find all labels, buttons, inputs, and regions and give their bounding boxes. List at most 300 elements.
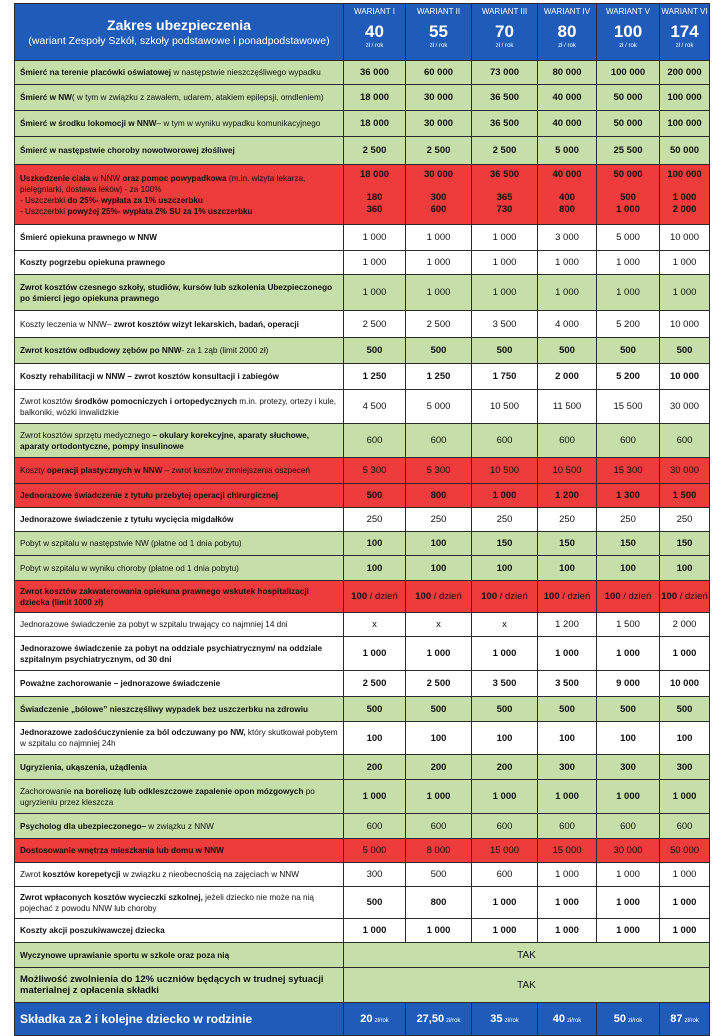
benefit-row <box>15 251 710 275</box>
benefit-value: 2 500 <box>344 671 406 697</box>
variant-price: 100 <box>613 22 643 41</box>
benefit-value: 18 000 <box>344 111 406 137</box>
benefit-value: 250 <box>406 508 472 532</box>
label-text: Jednorazowe zadośćuczynienie za ból odczuwany po NW, <box>20 728 246 737</box>
label-text: Zwrot kosztów czesnego szkoły, studiów, kursów lub szkolenia Ubezpieczonego po śmierci jego opiekuna prawnego <box>20 282 333 303</box>
label-text: ( w tym w związku z zawałem, udarem, atakiem epilepsji, omdleniem) <box>71 93 324 102</box>
benefit-value: 1 500 <box>660 484 710 508</box>
benefit-label <box>15 671 344 697</box>
benefit-value: 1 000 <box>660 637 710 671</box>
variant-name: WARIANT III <box>481 7 528 16</box>
benefit-value: 100 <box>538 722 597 755</box>
header-title-cell <box>15 4 344 61</box>
benefit-value: 100 <box>406 556 472 581</box>
benefit-value: 500 <box>344 338 406 364</box>
benefit-value: 100 <box>597 722 660 755</box>
benefit-label <box>15 338 344 364</box>
benefit-value: x <box>472 613 538 637</box>
label-text: do 25%- wypłata za 1% uszczerbku <box>67 195 203 205</box>
benefit-label <box>15 556 344 581</box>
label-text: operacji plastycznych w NNW <box>46 466 163 475</box>
benefit-value: 1 000 <box>597 251 660 275</box>
benefit-value: 100 000 <box>660 111 710 137</box>
benefit-value: 500 <box>344 484 406 508</box>
label-text: - Uszczerbki <box>20 195 68 205</box>
header-title: Zakres ubezpieczenia <box>107 16 251 33</box>
benefit-value: 250 <box>660 508 710 532</box>
benefit-value: 40 000 <box>538 111 597 137</box>
benefit-value: 50 000 <box>660 839 710 863</box>
label-text: – w tym w wyniku wypadku komunikacyjnego <box>156 119 321 128</box>
footer-amount: 35 <box>490 1013 503 1025</box>
label-text: Koszty akcji poszukiwawczej dziecka <box>20 926 165 935</box>
benefit-value: 1 000 <box>472 225 538 251</box>
benefit-value: 500 <box>660 338 710 364</box>
benefit-value: x <box>406 613 472 637</box>
footer-amount: 50 <box>613 1013 626 1025</box>
benefit-value: 2 000 <box>538 364 597 390</box>
benefit-value: 10 500 <box>472 390 538 424</box>
benefit-value: 100 <box>344 722 406 755</box>
benefit-value: 30 000 300 600 <box>406 165 472 225</box>
benefit-value: 100 <box>660 556 710 581</box>
benefit-row <box>15 137 710 165</box>
footer-row <box>15 1003 710 1036</box>
label-text: Śmierć w środku lokomocji w NNW <box>20 119 157 128</box>
benefit-label <box>15 637 344 671</box>
variant-name: WARIANT I <box>354 7 395 16</box>
benefit-value: 5 000 <box>406 390 472 424</box>
footer-label: Składka za 2 i kolejne dziecko w rodzinie <box>15 1003 344 1036</box>
label-text: m.in. protezy, ortezy i kule, balkoniki, wózki inwalidzkie <box>20 396 337 417</box>
benefit-value: 3 000 <box>538 225 597 251</box>
benefit-value: 600 <box>406 424 472 458</box>
benefit-value: 500 <box>344 887 406 919</box>
label-text: który skutkował pobytem w szpitalu co najmniej 24h <box>20 728 338 748</box>
label-text: - Uszczerbki <box>20 206 68 216</box>
benefit-value: 15 000 <box>472 839 538 863</box>
benefit-value: 600 <box>660 424 710 458</box>
benefit-value: 50 000 <box>660 137 710 165</box>
benefit-value: 500 <box>472 697 538 722</box>
table-body <box>15 4 710 1003</box>
benefit-value: 1 000 <box>538 275 597 311</box>
benefit-value-all: TAK <box>344 943 710 968</box>
benefit-value: 80 000 <box>538 61 597 85</box>
benefit-value: 300 <box>660 755 710 780</box>
label-text: Uszkodzenie ciała <box>20 173 91 183</box>
benefit-value: 30 000 <box>597 839 660 863</box>
label-text: jeżeli dziecko nie może na nią pojechać z powodu NNW lub choroby <box>20 892 314 913</box>
benefit-label <box>15 919 344 943</box>
benefit-value: 1 000 <box>597 780 660 814</box>
label-text: Zwrot kosztów zakwaterowania opiekuna prawnego wskutek hospitalizacji dziecka (limit 1000 zł) <box>20 586 309 607</box>
benefit-value: 1 000 <box>538 887 597 919</box>
benefit-value: 100 / dzień <box>597 581 660 613</box>
benefit-value: 200 <box>406 755 472 780</box>
label-text: Koszty leczenia w NNW– <box>20 319 114 329</box>
benefit-row <box>15 275 710 311</box>
benefit-value: 100 / dzień <box>406 581 472 613</box>
benefit-value: 100 <box>406 722 472 755</box>
benefit-value: 600 <box>472 814 538 839</box>
benefit-value: 150 <box>660 532 710 556</box>
label-text: Zwrot kosztów <box>20 396 75 406</box>
footer-unit: zł/rok <box>446 1018 461 1024</box>
benefit-row <box>15 484 710 508</box>
benefit-value: 9 000 <box>597 671 660 697</box>
benefit-label <box>15 458 344 484</box>
benefit-value: 15 500 <box>597 390 660 424</box>
benefit-value: 100 <box>472 722 538 755</box>
benefit-row <box>15 613 710 637</box>
benefit-label <box>15 251 344 275</box>
benefit-value: 500 <box>660 697 710 722</box>
benefit-value: 600 <box>597 814 660 839</box>
benefit-row <box>15 364 710 390</box>
variant-6-header <box>660 4 710 61</box>
benefit-value: 30 000 <box>660 458 710 484</box>
benefit-label <box>15 755 344 780</box>
benefit-value: 60 000 <box>406 61 472 85</box>
benefit-row <box>15 581 710 613</box>
benefit-value: 1 000 <box>472 484 538 508</box>
benefit-value: 10 000 <box>660 225 710 251</box>
benefit-label <box>15 484 344 508</box>
benefit-value: 10 500 <box>538 458 597 484</box>
variant-4-header <box>538 4 597 61</box>
benefit-value: 1 000 <box>406 637 472 671</box>
benefit-value: 800 <box>406 887 472 919</box>
benefit-row <box>15 556 710 581</box>
benefit-label <box>15 311 344 338</box>
footer-amount: 20 <box>360 1013 373 1025</box>
benefit-value: 1 000 <box>597 887 660 919</box>
benefit-value: 1 000 <box>406 780 472 814</box>
benefit-value: 2 500 <box>406 671 472 697</box>
benefit-row <box>15 311 710 338</box>
benefit-value: 800 <box>406 484 472 508</box>
label-text: Wyczynowe uprawianie sportu w szkole oraz poza nią <box>20 950 230 960</box>
benefit-value: 1 000 <box>597 863 660 887</box>
footer-unit: zł/rok <box>684 1018 699 1024</box>
label-text: powyżej 25%- wypłata 2% SU za 1% uszczerbku <box>67 206 253 216</box>
benefit-value: 3 500 <box>472 311 538 338</box>
variant-unit: zł / rok <box>619 43 637 49</box>
benefit-value: 1 000 <box>597 637 660 671</box>
benefit-value: 300 <box>538 755 597 780</box>
benefit-value: 500 <box>472 338 538 364</box>
benefit-value: 1 000 <box>344 637 406 671</box>
benefit-row <box>15 424 710 458</box>
variant-1-header <box>344 4 406 61</box>
benefit-value: 36 500 <box>472 111 538 137</box>
benefit-value: 200 <box>344 755 406 780</box>
benefit-value: 5 200 <box>597 364 660 390</box>
benefit-value: 600 <box>344 424 406 458</box>
benefit-row <box>15 61 710 85</box>
benefit-row <box>15 919 710 943</box>
benefit-value: 600 <box>472 863 538 887</box>
benefit-value: 1 000 <box>660 863 710 887</box>
benefit-value: 1 000 <box>406 919 472 943</box>
benefit-value: 50 000 <box>597 85 660 111</box>
variant-price: 70 <box>495 22 514 41</box>
benefit-value: 100 / dzień <box>660 581 710 613</box>
benefit-value: 1 000 <box>472 887 538 919</box>
benefit-value: 40 000 400 800 <box>538 165 597 225</box>
benefit-value: 1 000 <box>344 251 406 275</box>
label-text: Koszty rehabilitacji w NNW – zwrot kosztów konsultacji i zabiegów <box>20 372 279 381</box>
benefit-label <box>15 532 344 556</box>
benefit-value: 50 000 500 1 000 <box>597 165 660 225</box>
benefit-label <box>15 839 344 863</box>
variant-price: 174 <box>670 22 699 41</box>
benefit-label <box>15 814 344 839</box>
benefit-value: 30 000 <box>660 390 710 424</box>
benefit-row <box>15 722 710 755</box>
benefit-label <box>15 887 344 919</box>
benefit-value: 100 <box>344 532 406 556</box>
benefit-value: 1 000 <box>472 780 538 814</box>
benefit-value: 10 000 <box>660 364 710 390</box>
label-text: Śmierć na terenie placówki oświatowej <box>20 68 172 77</box>
benefit-value: 36 000 <box>344 61 406 85</box>
label-text: w następstwie nieszczęśliwego wypadku <box>171 68 321 77</box>
label-text: Śmierć w NW <box>20 93 72 102</box>
benefit-value: 1 000 <box>406 251 472 275</box>
footer-value <box>597 1003 660 1036</box>
label-text: Świadczenie „bólowe” <box>20 704 110 714</box>
benefit-value: 1 200 <box>538 484 597 508</box>
benefit-value: 250 <box>344 508 406 532</box>
variant-5-header <box>597 4 660 61</box>
benefit-label <box>15 697 344 722</box>
header-row <box>15 4 710 61</box>
benefit-value: 10 000 <box>660 671 710 697</box>
footer-value <box>538 1003 597 1036</box>
benefit-value: 1 500 <box>597 613 660 637</box>
benefit-value: 1 000 <box>597 919 660 943</box>
benefit-value: 200 000 <box>660 61 710 85</box>
benefit-label <box>15 111 344 137</box>
benefit-value: 1 000 <box>344 919 406 943</box>
benefit-value: 500 <box>538 338 597 364</box>
benefit-value: 200 <box>472 755 538 780</box>
label-text: w związku z nieobecnością na zajęciach w NNW <box>120 870 299 879</box>
benefit-value: 10 500 <box>472 458 538 484</box>
label-text: nieszczęśliwy wypadek bez uszczerbku na zdrowiu <box>109 704 309 714</box>
label-text: na boreliozę lub odkleszczowe zapalenie opon mózgowych <box>73 786 304 796</box>
benefit-label <box>15 968 344 1003</box>
benefit-value: 100 <box>538 556 597 581</box>
benefit-value: 1 000 <box>344 275 406 311</box>
benefit-value: 150 <box>597 532 660 556</box>
benefit-value: 1 000 <box>538 919 597 943</box>
benefit-value: 50 000 <box>597 111 660 137</box>
benefit-value: 250 <box>538 508 597 532</box>
label-text: po ugryzieniu przez kleszcza <box>20 786 315 807</box>
benefit-label <box>15 225 344 251</box>
label-text: Śmierć w następstwie choroby nowotworowej złośliwej <box>20 146 235 155</box>
label-text: Jednorazowe świadczenie za pobyt na oddziale psychiatrycznym/ na oddziale szpitalnym psychiatrycznym, od 30 dni <box>20 643 323 664</box>
benefit-row <box>15 780 710 814</box>
benefit-row <box>15 532 710 556</box>
benefit-value: 3 500 <box>538 671 597 697</box>
benefit-row <box>15 839 710 863</box>
benefit-value: 5 300 <box>344 458 406 484</box>
label-text: Dostosowanie wnętrza mieszkania lub domu w NNW <box>20 846 224 855</box>
benefit-label <box>15 364 344 390</box>
variant-3-header <box>472 4 538 61</box>
label-text: Zwrot kosztów odbudowy zębów po NNW <box>20 346 182 355</box>
label-text: zwrot kosztów wizyt lekarskich, badań, operacji <box>113 319 299 329</box>
benefit-label <box>15 863 344 887</box>
benefit-value: 1 000 <box>472 637 538 671</box>
footer-amount: 27,50 <box>416 1013 445 1025</box>
label-text: Zachorowanie <box>20 786 74 796</box>
label-text: Poważne zachorowanie – jednorazowe świadczenie <box>20 679 221 688</box>
benefit-value: 1 000 <box>538 637 597 671</box>
label-text: oraz pomoc powypadkowa <box>122 173 227 183</box>
benefit-row <box>15 225 710 251</box>
benefit-value: 5 000 <box>597 225 660 251</box>
benefit-row <box>15 671 710 697</box>
footer-unit: zł/rok <box>566 1018 582 1024</box>
benefit-row <box>15 637 710 671</box>
variant-price: 80 <box>557 22 577 41</box>
benefit-row <box>15 85 710 111</box>
label-text: – okulary korekcyjne, aparaty słuchowe, aparaty ortodontyczne, pompy insulinowe <box>20 430 309 451</box>
benefit-value: 36 500 365 730 <box>472 165 538 225</box>
benefit-value-all: TAK <box>344 968 710 1003</box>
label-text: Koszty pogrzebu opiekuna prawnego <box>20 258 166 267</box>
benefit-value: 300 <box>597 755 660 780</box>
variant-2-header <box>406 4 472 61</box>
benefit-value: 4 500 <box>344 390 406 424</box>
benefit-label <box>15 165 344 225</box>
benefit-row <box>15 755 710 780</box>
benefit-value: 1 000 <box>538 863 597 887</box>
label-text: Pobyt w szpitalu w wyniku choroby (płatne od 1 dnia pobytu) <box>20 563 239 573</box>
label-text: w NNW <box>90 173 123 183</box>
benefit-value: 2 500 <box>344 311 406 338</box>
benefit-value: 18 000 <box>344 85 406 111</box>
benefit-value: 600 <box>538 814 597 839</box>
benefit-value: 1 000 <box>344 780 406 814</box>
benefit-value: 600 <box>660 814 710 839</box>
benefit-value: 100 <box>597 556 660 581</box>
benefit-value: 1 000 <box>660 780 710 814</box>
benefit-value: 10 000 <box>660 311 710 338</box>
benefit-label <box>15 613 344 637</box>
benefit-value: 300 <box>344 863 406 887</box>
benefit-value: 150 <box>472 532 538 556</box>
benefit-value: 250 <box>597 508 660 532</box>
benefit-value: 1 300 <box>597 484 660 508</box>
label-text: Ugryzienia, ukąszenia, użądlenia <box>20 762 147 772</box>
footer-unit: zł/rok <box>627 1018 643 1024</box>
benefit-value: 500 <box>597 338 660 364</box>
benefit-value: 600 <box>597 424 660 458</box>
variant-price: 40 <box>365 22 384 41</box>
benefit-value: 5 000 <box>538 137 597 165</box>
benefit-row <box>15 458 710 484</box>
benefit-value: 5 300 <box>406 458 472 484</box>
benefit-label <box>15 581 344 613</box>
label-text: w związku z NNW <box>146 821 214 831</box>
benefit-value: 500 <box>406 697 472 722</box>
benefit-row <box>15 943 710 968</box>
benefit-value: 30 000 <box>406 111 472 137</box>
benefit-value: 600 <box>344 814 406 839</box>
benefit-row <box>15 814 710 839</box>
benefit-value: 2 500 <box>344 137 406 165</box>
variant-unit: zł / rok <box>495 43 514 49</box>
footer-value <box>472 1003 538 1036</box>
footer-value <box>344 1003 406 1036</box>
insurance-table <box>14 3 710 1036</box>
benefit-value: 1 000 <box>472 251 538 275</box>
benefit-value: 100 <box>472 556 538 581</box>
benefit-row <box>15 887 710 919</box>
benefit-value: 25 500 <box>597 137 660 165</box>
benefit-value: 2 000 <box>660 613 710 637</box>
benefit-row <box>15 390 710 424</box>
label-text: środków pomocniczych i ortopedycznych <box>74 396 238 406</box>
benefit-value: 100 000 1 000 2 000 <box>660 165 710 225</box>
benefit-row <box>15 508 710 532</box>
benefit-label <box>15 85 344 111</box>
benefit-value: 1 000 <box>472 919 538 943</box>
label-text: Koszty <box>20 466 47 475</box>
benefit-value: 1 250 <box>344 364 406 390</box>
benefit-value: 40 000 <box>538 85 597 111</box>
benefit-value: 100 / dzień <box>472 581 538 613</box>
benefit-row <box>15 968 710 1003</box>
benefit-row <box>15 111 710 137</box>
benefit-value: 100 <box>406 532 472 556</box>
benefit-value: 15 300 <box>597 458 660 484</box>
benefit-value: 100 <box>660 722 710 755</box>
label-text: – zwrot kosztów zmniejszenia oszpeceń <box>162 466 310 475</box>
benefit-value: 4 000 <box>538 311 597 338</box>
benefit-value: 5 000 <box>344 839 406 863</box>
label-text: kosztów korepetycji <box>42 870 121 879</box>
benefit-label <box>15 390 344 424</box>
benefit-value: 1 000 <box>660 251 710 275</box>
label-text: Zwrot wpłaconych kosztów wycieczki szkolnej, <box>20 892 203 902</box>
benefit-label <box>15 61 344 85</box>
label-text: Pobyt w szpitalu w następstwie NW (płatne od 1 dnia pobytu) <box>20 539 242 548</box>
label-text: (m.in. wizyta lekarza, pielęgniarki, dostawa leków) - za 100% <box>20 173 306 194</box>
benefit-value: 5 200 <box>597 311 660 338</box>
benefit-row <box>15 863 710 887</box>
label-text: Jednorazowe świadczenie z tytułu przebytej operacji chirurgicznej <box>20 491 278 500</box>
label-text: - za 1 ząb (limit 2000 zł) <box>181 346 269 355</box>
variant-unit: zł / rok <box>558 43 576 49</box>
benefit-value: 1 250 <box>406 364 472 390</box>
benefit-value: 30 000 <box>406 85 472 111</box>
variant-unit: zł / rok <box>675 43 694 49</box>
label-text: Jednorazowe świadczenie z tytułu wycięcia migdałków <box>20 515 234 524</box>
benefit-value: 100 <box>344 556 406 581</box>
benefit-value: 1 000 <box>660 919 710 943</box>
benefit-value: 500 <box>406 338 472 364</box>
footer-unit: zł/rok <box>504 1018 519 1024</box>
label-text: Możliwość zwolnienia do 12% uczniów będących w trudnej sytuacji materialnej z opłacenia składki <box>20 974 324 996</box>
label-text: Zwrot kosztów sprzętu medycznego <box>20 430 153 440</box>
